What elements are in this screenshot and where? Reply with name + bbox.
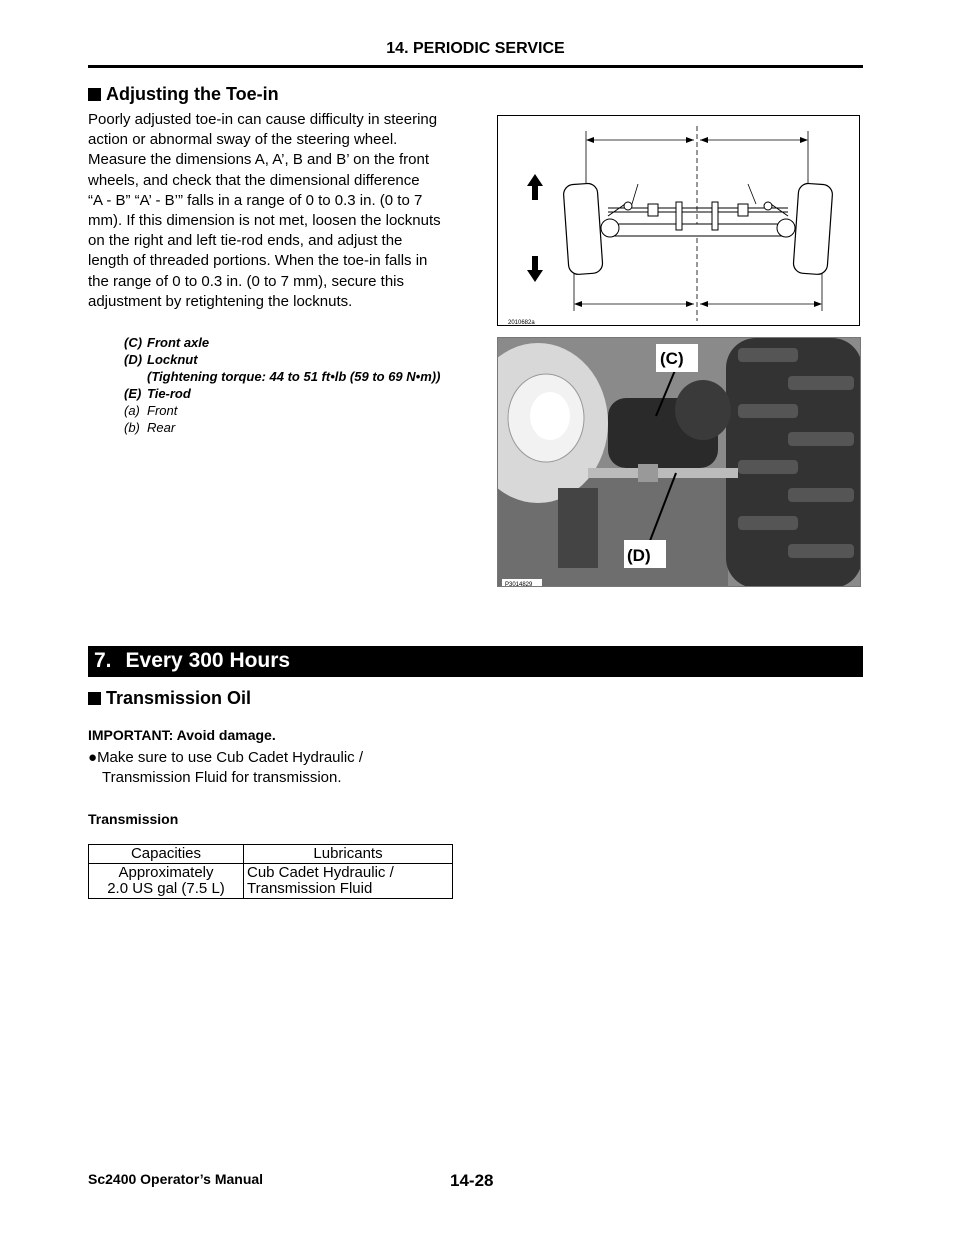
table-header-cell: Capacities <box>89 845 244 864</box>
table-cell <box>244 864 453 899</box>
front-axle-photo-svg <box>498 338 861 587</box>
bullet-line: Transmission Fluid for transmission. <box>102 769 342 787</box>
legend-key: (b) <box>124 420 140 435</box>
circle-bullet-icon: ● <box>88 749 98 766</box>
footer-manual: Sc2400 Operator’s Manual <box>88 1171 264 1187</box>
bullet-line: Make sure to use Cub Cadet Hydraulic / <box>97 749 364 766</box>
cell-line: 2.0 US gal (7.5 L) <box>107 880 225 897</box>
paragraph-line: adjustment by retightening the locknuts. <box>88 292 353 310</box>
capacity-table-wrap <box>88 844 453 899</box>
table-header-row <box>89 845 453 864</box>
legend-key: (E) <box>124 386 142 401</box>
legend-key: (C) <box>124 335 143 350</box>
legend-text: Front axle <box>147 335 210 350</box>
paragraph-line: action or abnormal sway of the steering wheel. <box>88 131 398 149</box>
square-bullet-icon <box>88 88 101 101</box>
chapter-number: 7. <box>94 649 112 672</box>
toe-in-heading-text: Adjusting the Toe-in <box>106 84 279 104</box>
page-header: 14. PERIODIC SERVICE <box>386 40 565 57</box>
toe-in-diagram-svg <box>498 116 859 325</box>
cell-line: Cub Cadet Hydraulic / <box>247 864 394 881</box>
legend-text: Rear <box>147 420 176 435</box>
legend-key: (D) <box>124 352 143 367</box>
toe-in-diagram <box>497 115 860 326</box>
toe-in-heading <box>88 84 279 105</box>
callout-d: (D) <box>627 546 651 565</box>
transmission-heading-text: Transmission Oil <box>106 688 252 708</box>
paragraph-line: Measure the dimensions A, A’, B and B’ on the front <box>88 151 430 169</box>
transmission-heading <box>88 688 251 709</box>
header-rule <box>88 65 863 68</box>
paragraph-line: on the right and left tie-rod ends, and adjust the <box>88 232 403 250</box>
legend-text: Front <box>147 403 178 418</box>
legend-text: Locknut <box>147 352 198 367</box>
square-bullet-icon <box>88 692 101 705</box>
footer-page-number: 14-28 <box>450 1171 494 1190</box>
paragraph-line: wheels, and check that the dimensional difference <box>88 171 420 189</box>
legend-subtext: (Tightening torque: 44 to 51 ft•lb (59 to 69 N•m)) <box>147 369 441 384</box>
toe-in-paragraph <box>88 110 468 312</box>
chapter-title: Every 300 Hours <box>125 649 291 672</box>
chapter-bar <box>88 646 863 677</box>
figure-code: 2010682a <box>508 320 535 325</box>
table-cell <box>89 864 244 899</box>
cell-line: Transmission Fluid <box>247 880 373 897</box>
figure-legend <box>124 334 440 436</box>
legend-text: Tie-rod <box>147 386 191 401</box>
paragraph-line: Poorly adjusted toe-in can cause difficulty in steering <box>88 111 438 128</box>
paragraph-line: length of threaded portions. When the toe-in falls in <box>88 252 428 270</box>
transmission-subheading: Transmission <box>88 811 179 827</box>
callout-c: (C) <box>660 349 684 368</box>
capacity-table <box>88 844 453 899</box>
bullet-note <box>88 748 363 788</box>
table-header-cell: Lubricants <box>244 845 453 864</box>
front-axle-photo <box>497 337 861 587</box>
legend-key: (a) <box>124 403 140 418</box>
paragraph-line: mm). If this dimension is not met, loosen the locknuts <box>88 212 441 230</box>
table-row <box>89 864 453 899</box>
paragraph-line: “A - B” “A’ - B’” falls in a range of 0 to 0.3 in. (0 to 7 <box>88 191 423 209</box>
cell-line: Approximately <box>118 864 214 881</box>
important-note: IMPORTANT: Avoid damage. <box>88 727 276 743</box>
photo-code: P3014829 <box>505 582 533 587</box>
paragraph-line: the range of 0 to 0.3 in. (0 to 7 mm), secure this <box>88 272 404 290</box>
